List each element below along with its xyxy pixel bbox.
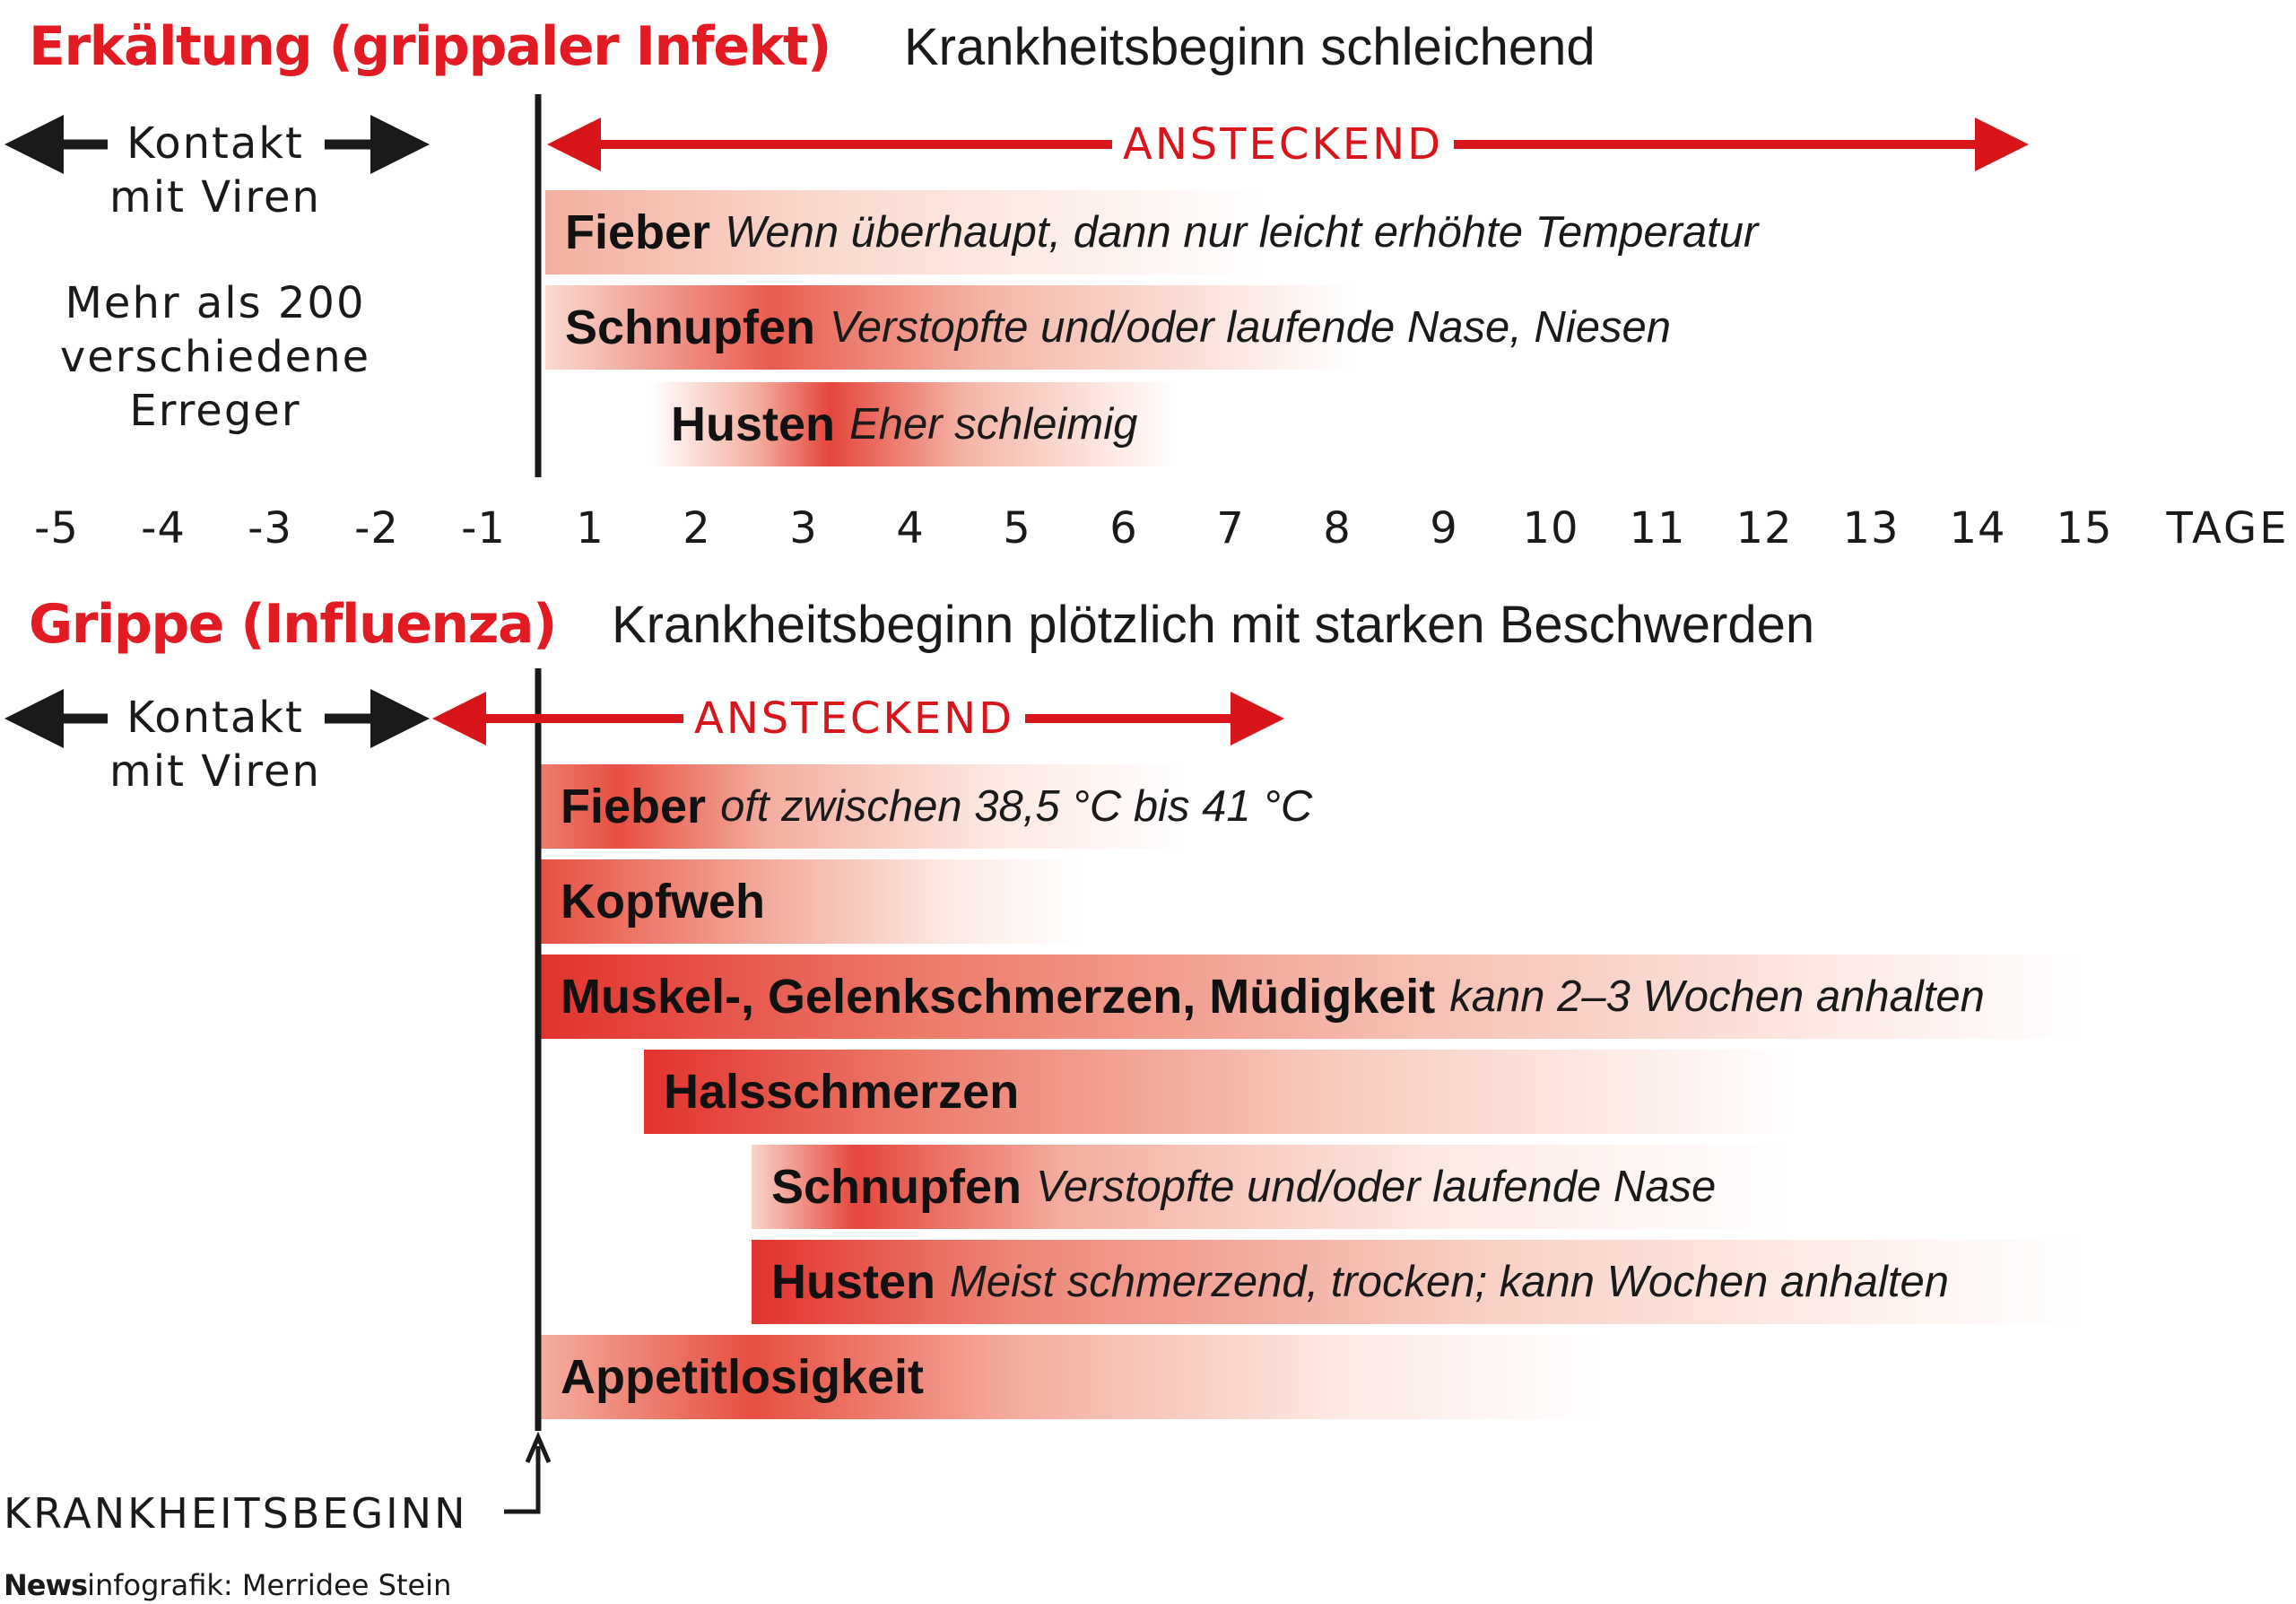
tick-label: 5 <box>1003 503 1031 554</box>
symptom-name: Fieber <box>561 780 707 833</box>
tick-label: 4 <box>896 503 925 554</box>
symptom-desc: oft zwischen 38,5 °C bis 41 °C <box>720 782 1313 831</box>
flu-contagious-label: ANSTECKEND <box>683 697 1025 740</box>
tick-label: -2 <box>354 503 399 554</box>
tick-label: 15 <box>2056 503 2113 554</box>
symptom-name: Husten <box>671 397 836 451</box>
cold-pathogens-line2: verschiedene <box>59 332 371 382</box>
cold-contagious-label: ANSTECKEND <box>1112 123 1454 166</box>
tick-label: 8 <box>1323 503 1352 554</box>
tick-label: 13 <box>1842 503 1900 554</box>
cold-subtitle: Krankheitsbeginn schleichend <box>904 18 1596 76</box>
flu-subtitle: Krankheitsbeginn plötzlich mit starken Beschwerden <box>612 596 1815 654</box>
symptom-name: Schnupfen <box>771 1160 1022 1214</box>
tick-label: 9 <box>1430 503 1458 554</box>
onset-pointer-line <box>504 1446 538 1512</box>
symptom-name: Appetitlosigkeit <box>561 1350 925 1404</box>
tick-label: -3 <box>248 503 292 554</box>
symptom-name: Fieber <box>565 205 711 259</box>
cold-title: Erkältung (grippaler Infekt) <box>29 15 831 78</box>
tick-label: 14 <box>1949 503 2006 554</box>
tick-label: -4 <box>141 503 186 554</box>
symptom-desc: Verstopfte und/oder laufende Nase, Niesen <box>830 303 1671 352</box>
onset-label: KRANKHEITSBEGINN <box>4 1489 468 1538</box>
axis-unit-label: TAGE <box>2166 503 2290 554</box>
news-logo: News <box>4 1568 88 1602</box>
flu-contact-line2: mit Viren <box>109 746 321 797</box>
tick-label: 2 <box>683 503 711 554</box>
tick-label: 7 <box>1216 503 1245 554</box>
symptom-desc: kann 2–3 Wochen anhalten <box>1449 972 1985 1021</box>
cold-pathogens-line1: Mehr als 200 <box>65 278 366 328</box>
cold-pathogens-line3: Erreger <box>129 386 301 436</box>
credit-line <box>4 1568 451 1602</box>
cold-contact-line1: Kontakt <box>126 118 304 169</box>
symptom-name: Muskel-, Gelenkschmerzen, Müdigkeit <box>561 970 1436 1024</box>
symptom-name: Kopfweh <box>561 875 765 928</box>
symptom-desc: Eher schleimig <box>849 400 1138 449</box>
symptom-name: Schnupfen <box>565 301 815 354</box>
tick-label: 10 <box>1522 503 1579 554</box>
credit-text: infografik: Merridee Stein <box>87 1568 452 1602</box>
symptom-desc: Verstopfte und/oder laufende Nase <box>1036 1163 1717 1211</box>
tick-label: -5 <box>34 503 79 554</box>
symptom-name: Halsschmerzen <box>664 1065 1020 1119</box>
tick-label: 1 <box>576 503 604 554</box>
tick-label: 3 <box>789 503 818 554</box>
symptom-name: Husten <box>771 1255 936 1309</box>
cold-contact-line2: mit Viren <box>109 172 321 222</box>
symptom-desc: Meist schmerzend, trocken; kann Wochen anhalten <box>950 1258 1949 1306</box>
flu-title: Grippe (Influenza) <box>29 593 556 656</box>
symptom-desc: Wenn überhaupt, dann nur leicht erhöhte Temperatur <box>725 208 1759 257</box>
tick-label: 12 <box>1735 503 1793 554</box>
flu-contact-line1: Kontakt <box>126 693 304 743</box>
tick-label: 6 <box>1109 503 1138 554</box>
tick-label: -1 <box>461 503 506 554</box>
tick-label: 11 <box>1629 503 1686 554</box>
